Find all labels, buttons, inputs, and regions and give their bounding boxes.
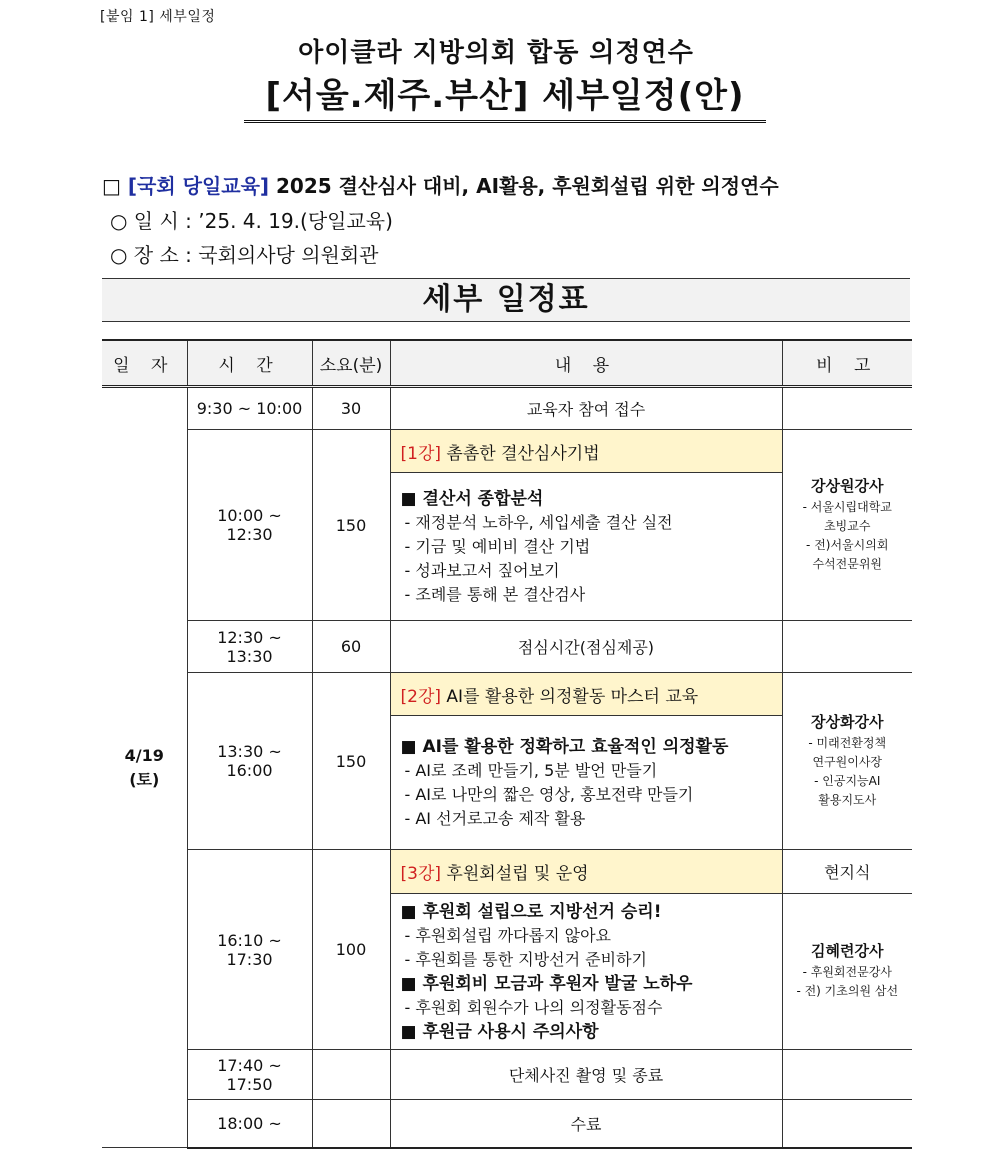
header-content: 내 용 bbox=[390, 340, 782, 387]
note-cell bbox=[782, 621, 912, 673]
schedule-banner: 세부 일정표 bbox=[102, 278, 910, 322]
info-place: ○ 장 소 : 국회의사당 의원회관 bbox=[110, 243, 379, 267]
minutes-cell: 30 bbox=[312, 387, 390, 430]
time-cell: 10:00 ~ 12:30 bbox=[187, 430, 312, 621]
minutes-cell: 150 bbox=[312, 430, 390, 621]
content-cell: 수료 bbox=[390, 1100, 782, 1148]
instructor-note-1: 강상원강사 - 서울시립대학교 초빙교수 - 전)서울시의회 수석전문위원 bbox=[782, 430, 912, 621]
table-row bbox=[102, 621, 912, 673]
header-time: 시 간 bbox=[187, 340, 312, 387]
document-subtitle: [서울.제주.부산] 세부일정(안) bbox=[244, 74, 766, 123]
minutes-cell bbox=[312, 1100, 390, 1148]
section-tag: [국회 당일교육] bbox=[127, 174, 270, 198]
meal-note: 현지식 bbox=[782, 850, 912, 894]
minutes-cell bbox=[312, 1050, 390, 1100]
minutes-cell: 100 bbox=[312, 850, 390, 1050]
content-cell: 단체사진 촬영 및 종료 bbox=[390, 1050, 782, 1100]
lecture-content-3: ■ 후원회 설립으로 지방선거 승리! - 후원회설립 까다롭지 않아요 - 후원회를 통한 지방선거 준비하기 ■ 후원회비 모금과 후원자 발굴 노하우 - 후원회 회원수가 나의 의정활동점수 ■ 후원금 사용시 주의사항 bbox=[390, 894, 782, 1050]
table-row bbox=[102, 1100, 912, 1148]
attachment-label: [붙임 1] 세부일정 bbox=[100, 9, 216, 25]
header-date: 일 자 bbox=[102, 340, 187, 387]
note-cell bbox=[782, 387, 912, 430]
lecture-content-2: ■ AI를 활용한 정확하고 효율적인 의정활동 - AI로 조례 만들기, 5분 발언 만들기 - AI로 나만의 짧은 영상, 홍보전략 만들기 - AI 선거로고송 제작 활용 bbox=[390, 716, 782, 850]
table-header-row bbox=[102, 340, 912, 387]
info-date: ○ 일 시 : ’25. 4. 19.(당일교육) bbox=[110, 209, 393, 233]
section-text: 2025 결산심사 대비, AI활용, 후원회설립 위한 의정연수 bbox=[276, 174, 779, 198]
schedule-table bbox=[102, 339, 912, 1149]
time-cell: 9:30 ~ 10:00 bbox=[187, 387, 312, 430]
content-cell: 교육자 참여 접수 bbox=[390, 387, 782, 430]
table-row bbox=[102, 850, 912, 894]
document-title: 아이클라 지방의회 합동 의정연수 bbox=[298, 38, 694, 68]
lecture-title-3: [3강] 후원회설립 및 운영 bbox=[390, 850, 782, 894]
note-cell bbox=[782, 1100, 912, 1148]
table-row bbox=[102, 387, 912, 430]
lecture-title-1: [1강] 촘촘한 결산심사기법 bbox=[390, 430, 782, 473]
table-row bbox=[102, 430, 912, 473]
note-cell bbox=[782, 1050, 912, 1100]
header-note: 비 고 bbox=[782, 340, 912, 387]
minutes-cell: 150 bbox=[312, 673, 390, 850]
minutes-cell: 60 bbox=[312, 621, 390, 673]
time-cell: 17:40 ~ 17:50 bbox=[187, 1050, 312, 1100]
lecture-title-2: [2강] AI를 활용한 의정활동 마스터 교육 bbox=[390, 673, 782, 716]
table-row bbox=[102, 673, 912, 716]
table-row bbox=[102, 1050, 912, 1100]
section-heading bbox=[102, 170, 779, 199]
date-cell: 4/19 (토) bbox=[102, 387, 187, 1148]
time-cell: 12:30 ~ 13:30 bbox=[187, 621, 312, 673]
instructor-note-2: 장상화강사 - 미래전환정책 연구원이사장 - 인공지능AI 활용지도사 bbox=[782, 673, 912, 850]
instructor-note-3: 김혜련강사 - 후원회전문강사 - 전) 기초의원 삼선 bbox=[782, 894, 912, 1050]
content-cell: 점심시간(점심제공) bbox=[390, 621, 782, 673]
header-minutes: 소요(분) bbox=[312, 340, 390, 387]
lecture-content-1: ■ 결산서 종합분석 - 재정분석 노하우, 세입세출 결산 실전 - 기금 및 예비비 결산 기법 - 성과보고서 짚어보기 - 조례를 통해 본 결산검사 bbox=[390, 473, 782, 621]
time-cell: 18:00 ~ bbox=[187, 1100, 312, 1148]
time-cell: 16:10 ~ 17:30 bbox=[187, 850, 312, 1050]
checkbox-icon: □ bbox=[102, 174, 121, 198]
time-cell: 13:30 ~ 16:00 bbox=[187, 673, 312, 850]
